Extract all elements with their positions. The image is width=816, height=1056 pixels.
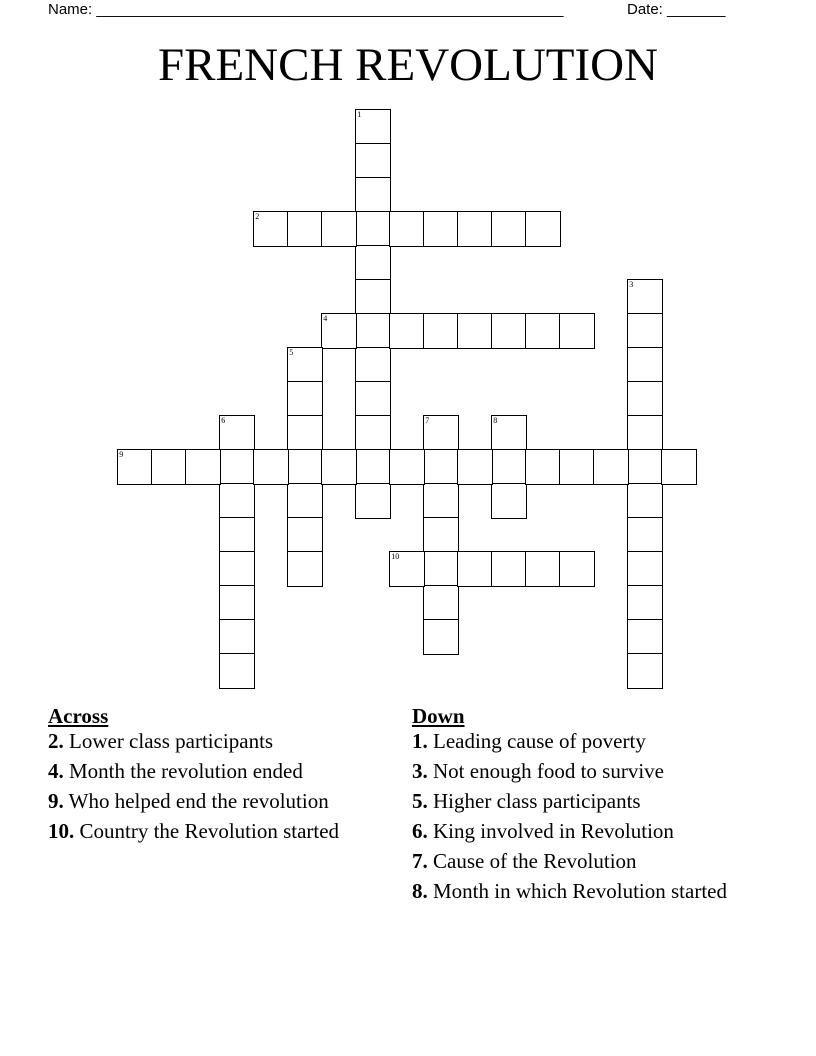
crossword-cell[interactable] — [389, 449, 425, 485]
clue-number: 2 — [255, 212, 260, 222]
crossword-cell[interactable] — [559, 313, 595, 349]
crossword-cell[interactable] — [389, 551, 425, 587]
crossword-cell[interactable] — [287, 483, 323, 519]
crossword-cell[interactable] — [423, 585, 459, 621]
name-field[interactable]: Name: ________________________________________________________ — [48, 1, 564, 18]
clue-text: King involved in Revolution — [427, 819, 674, 843]
date-field[interactable]: Date: _______ — [627, 1, 726, 18]
crossword-cell[interactable] — [423, 449, 459, 485]
across-clue — [48, 759, 378, 784]
clue-num: 7. — [412, 849, 428, 873]
crossword-cell[interactable] — [355, 109, 391, 145]
crossword-cell[interactable] — [355, 279, 391, 315]
clue-number: 6 — [221, 416, 226, 426]
clue-num: 2. — [48, 729, 64, 753]
clue-text: Higher class participants — [427, 789, 641, 813]
crossword-cell[interactable] — [253, 211, 289, 247]
crossword-cell[interactable] — [355, 245, 391, 281]
crossword-cell[interactable] — [423, 483, 459, 519]
clue-text: Leading cause of poverty — [427, 729, 646, 753]
clue-text: Month in which Revolution started — [427, 879, 727, 903]
crossword-cell[interactable] — [321, 211, 357, 247]
clue-number: 10 — [391, 552, 400, 562]
crossword-cell[interactable] — [491, 211, 527, 247]
crossword-cell[interactable] — [627, 279, 663, 315]
crossword-cell[interactable] — [355, 347, 391, 383]
crossword-cell[interactable] — [525, 211, 561, 247]
crossword-cell[interactable] — [219, 483, 255, 519]
crossword-cell[interactable] — [627, 347, 663, 383]
across-clue — [48, 729, 378, 754]
crossword-cell[interactable] — [355, 143, 391, 179]
across-clue — [48, 819, 378, 844]
clue-num: 3. — [412, 759, 428, 783]
crossword-cell[interactable] — [355, 381, 391, 417]
crossword-cell[interactable] — [559, 449, 595, 485]
crossword-cell[interactable] — [219, 415, 255, 451]
crossword-cell[interactable] — [525, 551, 561, 587]
clue-text: Cause of the Revolution — [427, 849, 637, 873]
crossword-cell[interactable] — [491, 551, 527, 587]
down-heading: Down — [412, 704, 465, 728]
crossword-cell[interactable] — [525, 449, 561, 485]
crossword-cell[interactable] — [287, 517, 323, 553]
clue-num: 6. — [412, 819, 428, 843]
crossword-cell[interactable] — [219, 619, 255, 655]
clue-text: Lower class participants — [63, 729, 274, 753]
crossword-cell[interactable] — [321, 449, 357, 485]
clue-num: 4. — [48, 759, 64, 783]
down-clue — [412, 729, 752, 754]
across-clue — [48, 789, 378, 814]
crossword-cell[interactable] — [423, 415, 459, 451]
crossword-cell[interactable] — [593, 449, 629, 485]
page-title: FRENCH REVOLUTION — [157, 39, 659, 91]
clue-num: 10. — [48, 819, 75, 843]
crossword-cell[interactable] — [219, 517, 255, 553]
clue-number: 8 — [493, 416, 498, 426]
clue-number: 1 — [357, 110, 362, 120]
crossword-cell[interactable] — [627, 381, 663, 417]
crossword-cell[interactable] — [457, 551, 493, 587]
crossword-cell[interactable] — [287, 449, 323, 485]
crossword-cell[interactable] — [627, 585, 663, 621]
crossword-cell[interactable] — [355, 449, 391, 485]
crossword-cell[interactable] — [627, 517, 663, 553]
crossword-cell[interactable] — [491, 449, 527, 485]
crossword-cell[interactable] — [423, 313, 459, 349]
crossword-cell[interactable] — [491, 483, 527, 519]
crossword-cell[interactable] — [423, 551, 459, 587]
crossword-cell[interactable] — [491, 415, 527, 451]
crossword-cell[interactable] — [661, 449, 697, 485]
clue-text: Country the Revolution started — [74, 819, 340, 843]
clue-num: 1. — [412, 729, 428, 753]
crossword-cell[interactable] — [287, 551, 323, 587]
crossword-cell[interactable] — [627, 619, 663, 655]
crossword-cell[interactable] — [627, 653, 663, 689]
crossword-cell[interactable] — [457, 449, 493, 485]
crossword-cell[interactable] — [253, 449, 289, 485]
down-clue — [412, 849, 752, 874]
clue-num: 8. — [412, 879, 428, 903]
across-heading: Across — [48, 704, 109, 728]
crossword-cell[interactable] — [491, 313, 527, 349]
clue-number: 4 — [323, 314, 328, 324]
crossword-cell[interactable] — [219, 653, 255, 689]
down-clues — [412, 704, 752, 909]
clue-number: 3 — [629, 280, 634, 290]
crossword-cell[interactable] — [457, 211, 493, 247]
crossword-cell[interactable] — [627, 483, 663, 519]
clue-text: Not enough food to survive — [427, 759, 664, 783]
crossword-cell[interactable] — [525, 313, 561, 349]
clue-text: Month the revolution ended — [63, 759, 303, 783]
crossword-cell[interactable] — [219, 449, 255, 485]
clue-number: 5 — [289, 348, 294, 358]
crossword-cell[interactable] — [321, 313, 357, 349]
down-clue — [412, 879, 752, 904]
crossword-cell[interactable] — [117, 449, 153, 485]
crossword-cell[interactable] — [219, 585, 255, 621]
crossword-cell[interactable] — [627, 415, 663, 451]
crossword-cell[interactable] — [423, 619, 459, 655]
crossword-cell[interactable] — [355, 483, 391, 519]
crossword-cell[interactable] — [151, 449, 187, 485]
clue-text: Who helped end the revolution — [63, 789, 329, 813]
crossword-cell[interactable] — [627, 551, 663, 587]
crossword-cell[interactable] — [287, 415, 323, 451]
crossword-cell[interactable] — [355, 211, 391, 247]
crossword-cell[interactable] — [389, 211, 425, 247]
crossword-cell[interactable] — [457, 313, 493, 349]
crossword-cell[interactable] — [287, 211, 323, 247]
crossword-cell[interactable] — [287, 347, 323, 383]
crossword-cell[interactable] — [355, 177, 391, 213]
clue-num: 9. — [48, 789, 64, 813]
crossword-cell[interactable] — [389, 313, 425, 349]
crossword-cell[interactable] — [185, 449, 221, 485]
down-clue — [412, 789, 752, 814]
crossword-cell[interactable] — [287, 381, 323, 417]
crossword-cell[interactable] — [423, 517, 459, 553]
clue-num: 5. — [412, 789, 428, 813]
down-clue — [412, 819, 752, 844]
clue-number: 7 — [425, 416, 430, 426]
crossword-cell[interactable] — [627, 449, 663, 485]
across-clues — [48, 704, 378, 849]
clue-number: 9 — [119, 450, 124, 460]
crossword-cell[interactable] — [355, 415, 391, 451]
down-clue — [412, 759, 752, 784]
crossword-cell[interactable] — [355, 313, 391, 349]
crossword-cell[interactable] — [627, 313, 663, 349]
crossword-cell[interactable] — [423, 211, 459, 247]
crossword-cell[interactable] — [219, 551, 255, 587]
crossword-cell[interactable] — [559, 551, 595, 587]
